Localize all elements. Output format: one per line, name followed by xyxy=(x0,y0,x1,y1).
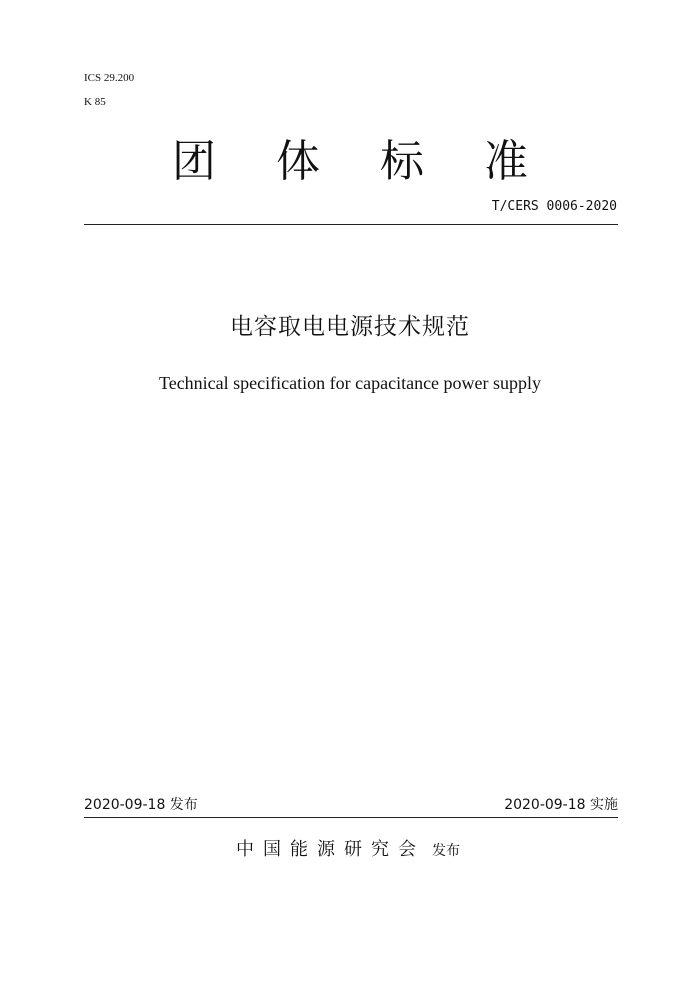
issuer-name: 中国能源研究会 xyxy=(236,839,425,860)
chinese-title: 电容取电电源技术规范 xyxy=(230,314,470,340)
top-divider xyxy=(84,224,618,225)
document-type-char: 准 xyxy=(484,136,528,187)
issuer-suffix: 发布 xyxy=(432,843,460,859)
bottom-divider xyxy=(84,817,618,818)
standard-number: T/CERS 0006-2020 xyxy=(491,199,617,214)
ics-code: ICS 29.200 xyxy=(84,72,135,84)
document-type-heading xyxy=(172,138,572,188)
publish-date: 2020-09-18 发布 xyxy=(84,797,198,813)
document-type-char: 标 xyxy=(380,136,424,187)
document-type-char: 体 xyxy=(276,136,320,187)
english-title: Technical specification for capacitance power supply xyxy=(158,373,542,393)
document-type-char: 团 xyxy=(172,136,216,187)
ccs-code: K 85 xyxy=(84,96,106,108)
implement-date: 2020-09-18 实施 xyxy=(504,797,618,813)
